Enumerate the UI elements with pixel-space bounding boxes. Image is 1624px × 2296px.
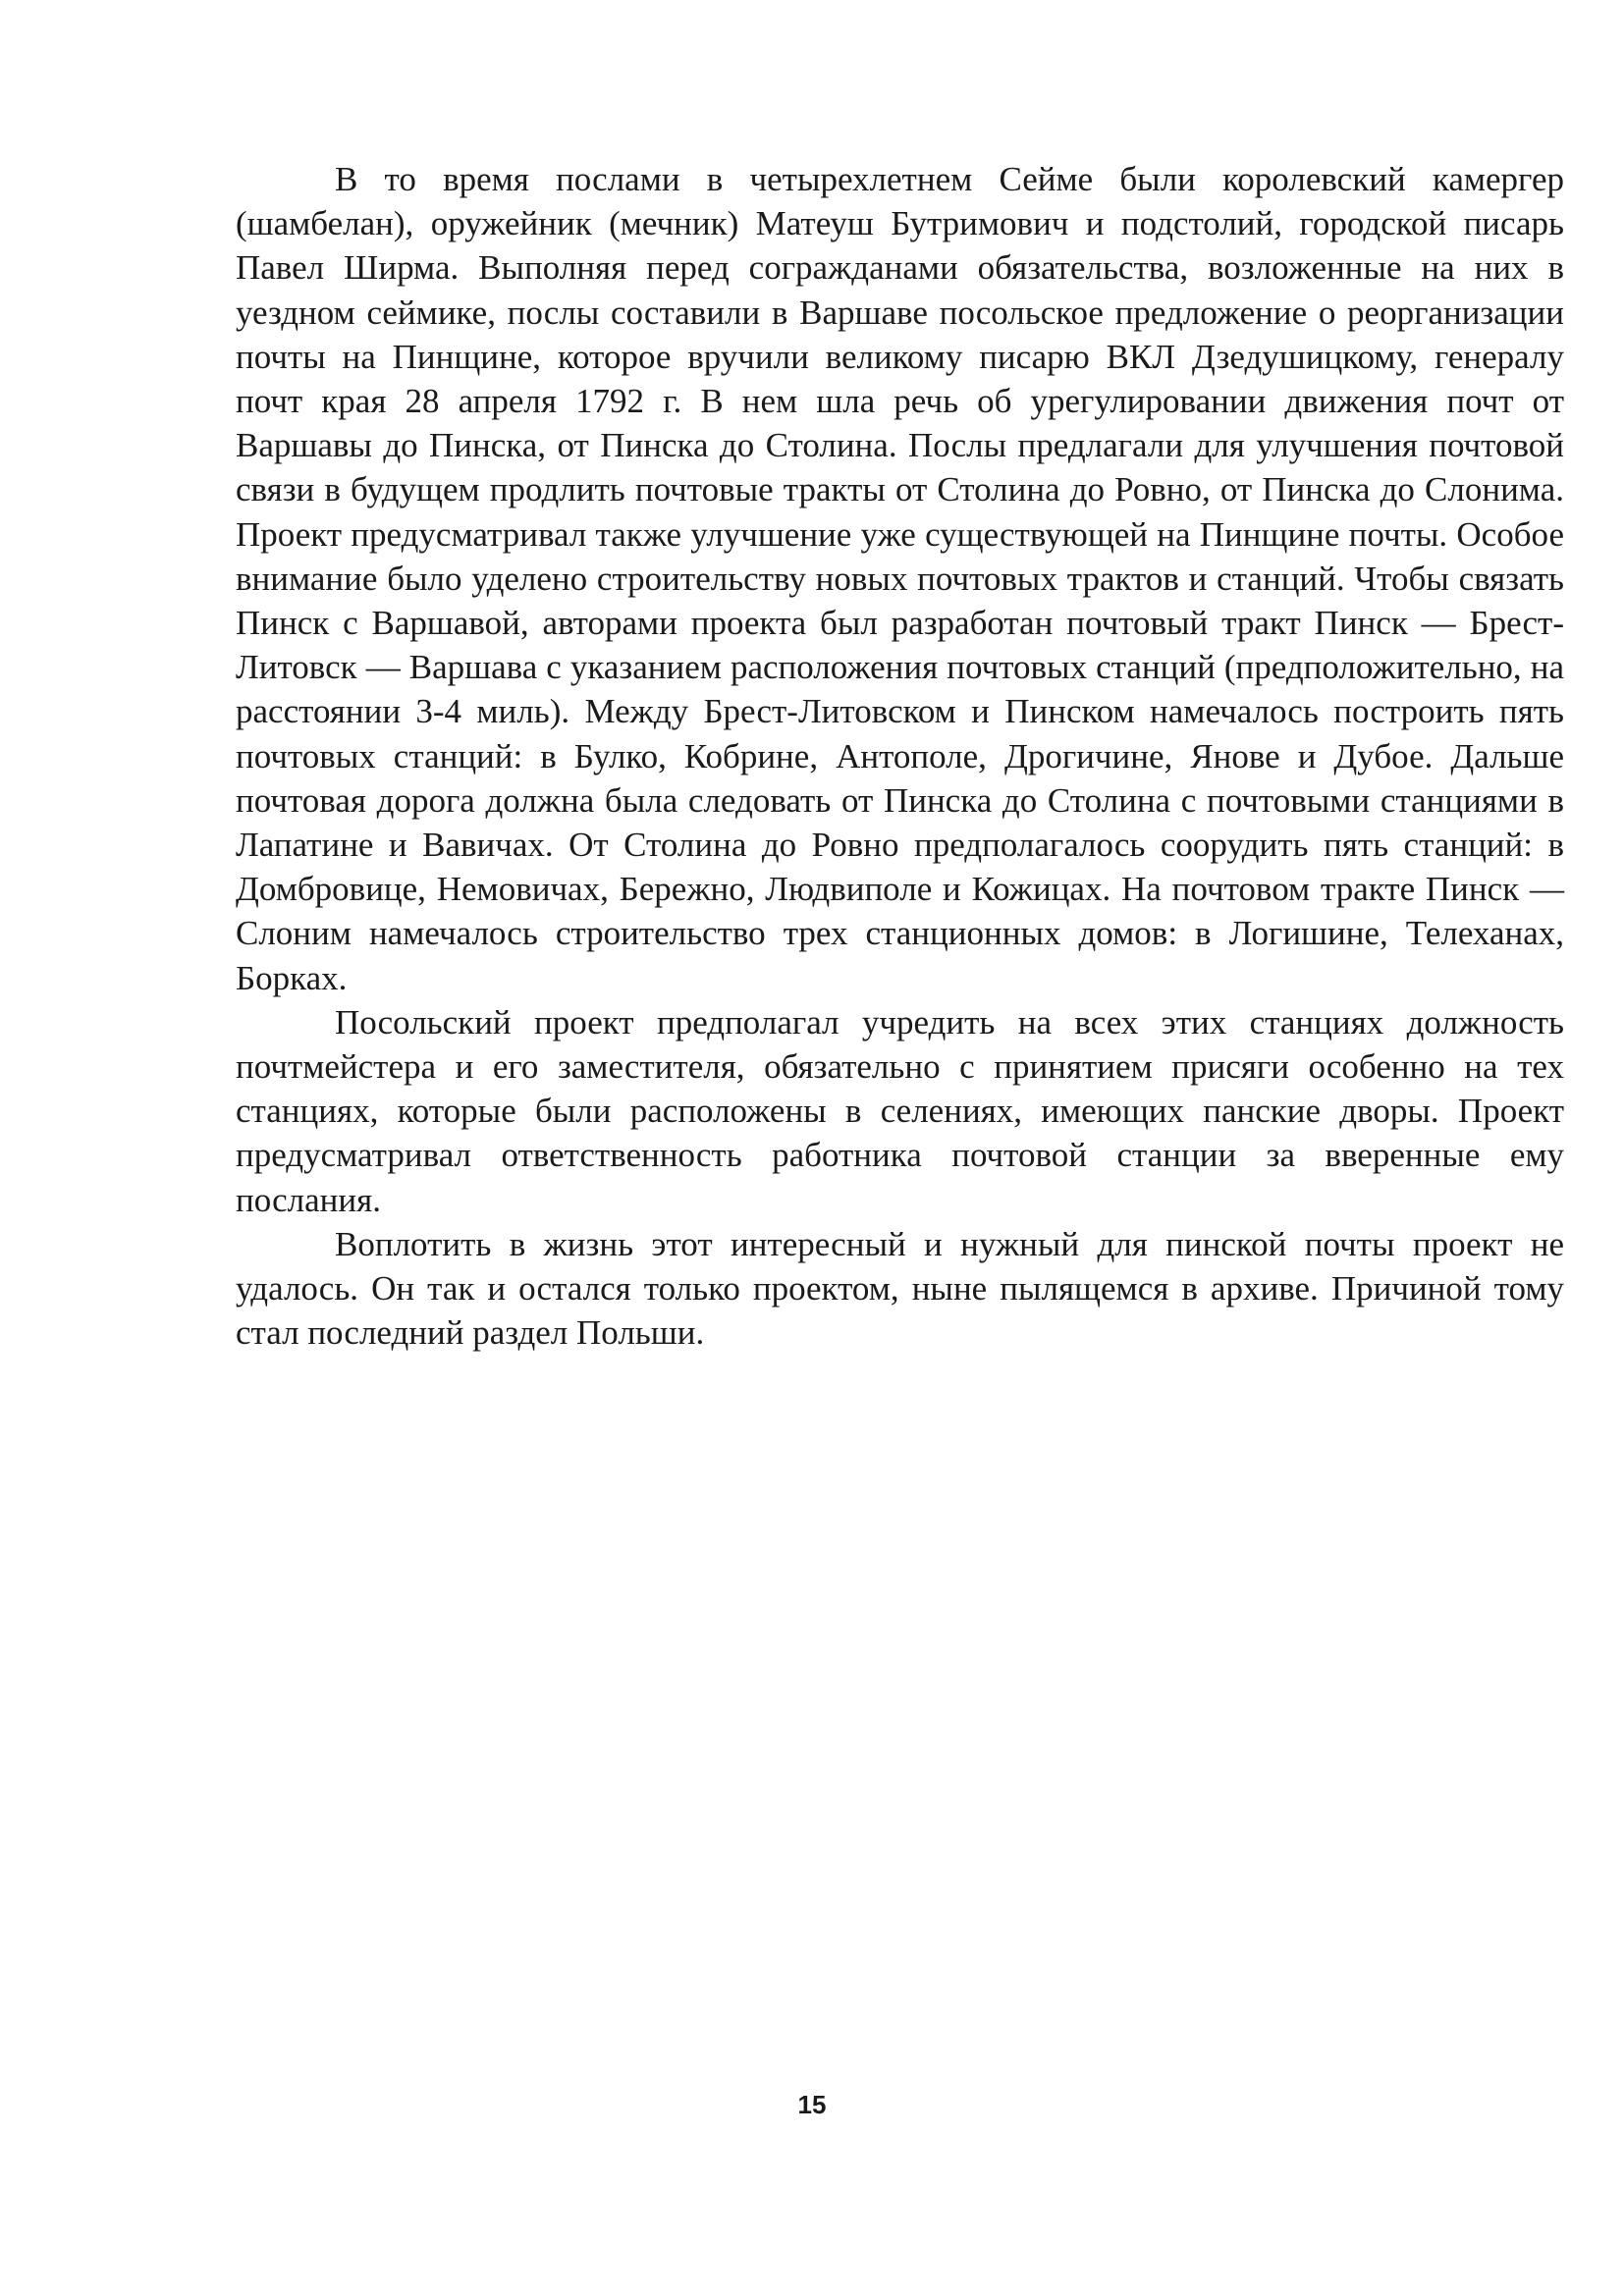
document-body <box>236 157 1564 1355</box>
paragraph-project-outcome: Воплотить в жизнь этот интересный и нужный для пинской почты проект не удалось. Он так и остался только проектом, ныне пылящемся в архиве. Причиной тому стал последний раздел Польши. <box>236 1224 1564 1353</box>
page-number: 15 <box>797 2090 827 2119</box>
paragraph-embassy-proposal: В то время послами в четырехлетнем Сейме были королевский камергер (шамбелан), оружейник (мечник) Матеуш Бутримович и подстолий, городской писарь Павел Ширма. Выполняя перед согражданами обязательства, возложенные на них в уездном сеймике, послы составили в Варшаве посольское предложение о реорганизации почты на Пинщине, которое вручили великому писарю ВКЛ Дзедушицкому, генералу почт края 28 апреля 1792 г. В нем шла речь об урегулировании движения почт от Варшавы до Пинска, от Пинска до Столина. Послы предлагали для улучшения почтовой связи в будущем продлить почтовые тракты от Столина до Ровно, от Пинска до Слонима. Проект предусматривал также улучшение уже существующей на Пинщине почты. Особое внимание было уделено строительству новых почтовых трактов и станций. Чтобы связать Пинск с Варшавой, авторами проекта был разработан почтовый тракт Пинск — Брест-Литовск — Варшава с указанием расположения почтовых станций (предположительно, на расстоянии 3-4 миль). Между Брест-Литовском и Пинском намечалось построить пять почтовых станций: в Булко, Кобрине, Антополе, Дрогичине, Янове и Дубое. Дальше почтовая дорога должна была следовать от Пинска до Столина с почтовыми станциями в Лапатине и Вавичах. От Столина до Ровно предполагалось соорудить пять станций: в Домбровице, Немовичах, Бережно, Людвиполе и Кожицах. На почтовом тракте Пинск — Слоним намечалось строительство трех станционных домов: в Логишине, Телеханах, Борках. <box>236 160 1564 997</box>
paragraph-postmaster-duties: Посольский проект предполагал учредить на всех этих станциях должность почтмейстера и его заместителя, обязательно с принятием присяги особенно на тех станциях, которые были расположены в селениях, имеющих панские дворы. Проект предусматривал ответственность работника почтовой станции за вверенные ему послания. <box>236 1002 1564 1219</box>
